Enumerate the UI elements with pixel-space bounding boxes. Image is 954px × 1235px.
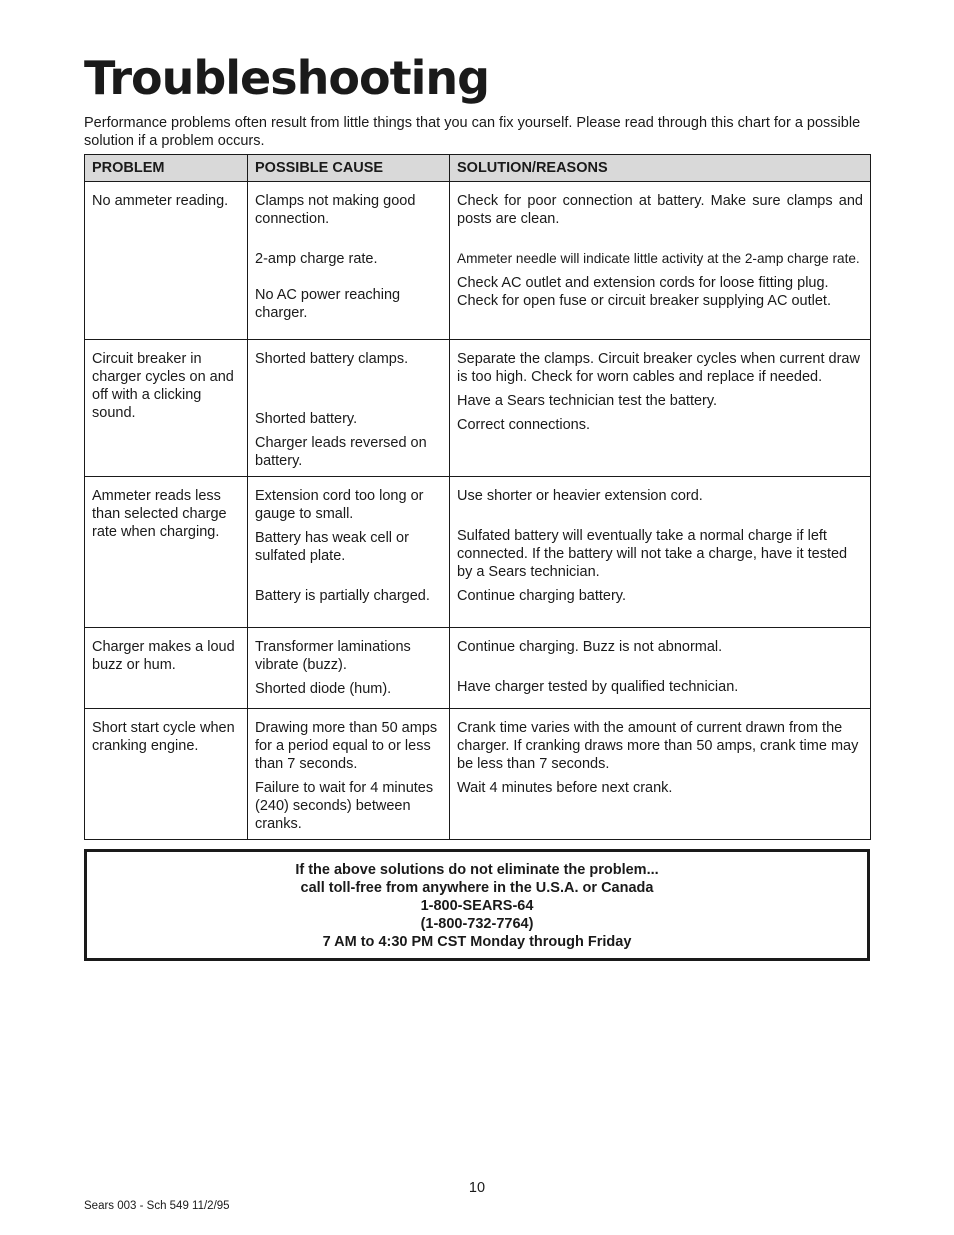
- cause-cell: [248, 477, 450, 628]
- table-row: [85, 709, 871, 840]
- cause-text: Shorted battery clamps.: [255, 351, 409, 367]
- table-row: [85, 477, 871, 628]
- solution-cell: [450, 628, 871, 709]
- solution-text: Check AC outlet and extension cords for loose fitting plug. Check for open fuse or circuit breaker supplying AC outlet.: [457, 275, 831, 309]
- cause-text: Battery has weak cell or sulfated plate.: [255, 530, 409, 564]
- solution-cell: [450, 477, 871, 628]
- solution-text: Correct connections.: [457, 417, 590, 433]
- problem-cell: [85, 628, 248, 709]
- service-hours: 7 AM to 4:30 PM CST Monday through Friday: [322, 934, 632, 950]
- solution-cell: [450, 709, 871, 840]
- cause-text: 2-amp charge rate.: [255, 251, 378, 267]
- cause-text: No AC power reaching charger.: [255, 287, 401, 321]
- solution-text: Separate the clamps. Circuit breaker cycles when current draw is too high. Check for worn cables and replace if needed.: [457, 351, 860, 385]
- problem-cell: [85, 182, 248, 340]
- solution-text: Continue charging battery.: [457, 588, 627, 604]
- table-header-row: [85, 155, 871, 182]
- cause-text: Transformer laminations vibrate (buzz).: [255, 639, 411, 673]
- cause-text: Charger leads reversed on battery.: [255, 435, 427, 469]
- solution-text: Ammeter needle will indicate little activity at the 2-amp charge rate.: [457, 251, 860, 266]
- header-problem: PROBLEM: [85, 155, 248, 182]
- solution-text: Continue charging. Buzz is not abnormal.: [457, 639, 723, 655]
- page-title: Troubleshooting: [84, 51, 490, 105]
- table-row: [85, 628, 871, 709]
- solution-text: Have a Sears technician test the battery.: [457, 393, 718, 409]
- solution-text: Sulfated battery will eventually take a normal charge if left connected. If the battery will not take a charge, have it tested by a Sears technician.: [457, 528, 848, 580]
- cause-text: Battery is partially charged.: [255, 588, 430, 604]
- header-possible-cause: POSSIBLE CAUSE: [248, 155, 450, 182]
- cause-cell: [248, 628, 450, 709]
- problem-text: No ammeter reading.: [92, 193, 229, 209]
- table-row: [85, 340, 871, 477]
- solution-cell: [450, 182, 871, 340]
- page-number: 10: [468, 1180, 486, 1196]
- contact-callout-box: [84, 849, 870, 961]
- cause-text: Clamps not making good connection.: [255, 193, 416, 227]
- solution-text: Crank time varies with the amount of current drawn from the charger. If cranking draws more than 50 amps, crank time may be less than 7 seconds.: [457, 720, 859, 772]
- problem-cell: [85, 340, 248, 477]
- solution-text: Wait 4 minutes before next crank.: [457, 780, 673, 796]
- cause-text: Failure to wait for 4 minutes (240) seconds) between cranks.: [255, 780, 434, 832]
- callout-line: If the above solutions do not eliminate the problem...: [295, 862, 659, 878]
- troubleshooting-table: [84, 154, 871, 840]
- intro-paragraph: Performance problems often result from little things that you can fix yourself. Please read through this chart for a possible solution if a problem occurs.: [84, 115, 861, 149]
- cause-text: Drawing more than 50 amps for a period equal to or less than 7 seconds.: [255, 720, 438, 772]
- solution-text: Use shorter or heavier extension cord.: [457, 488, 703, 504]
- table-row: [85, 182, 871, 340]
- header-solution-reasons: SOLUTION/REASONS: [450, 155, 871, 182]
- cause-cell: [248, 709, 450, 840]
- callout-line: call toll-free from anywhere in the U.S.A. or Canada: [300, 880, 654, 896]
- problem-text: Ammeter reads less than selected charge rate when charging.: [92, 488, 227, 540]
- problem-text: Charger makes a loud buzz or hum.: [92, 639, 235, 673]
- phone-number-digits: (1-800-732-7764): [420, 916, 534, 932]
- cause-cell: [248, 182, 450, 340]
- cause-text: Shorted battery.: [255, 411, 358, 427]
- problem-cell: [85, 477, 248, 628]
- solution-text: Have charger tested by qualified technician.: [457, 679, 739, 695]
- footer-code: Sears 003 - Sch 549 11/2/95: [84, 1200, 230, 1212]
- phone-number-word: 1-800-SEARS-64: [420, 898, 534, 914]
- cause-cell: [248, 340, 450, 477]
- problem-cell: [85, 709, 248, 840]
- solution-cell: [450, 340, 871, 477]
- solution-text: Check for poor connection at battery. Make sure clamps and posts are clean.: [457, 193, 863, 227]
- problem-text: Short start cycle when cranking engine.: [92, 720, 235, 754]
- problem-text: Circuit breaker in charger cycles on and off with a clicking sound.: [92, 351, 234, 421]
- cause-text: Shorted diode (hum).: [255, 681, 392, 697]
- cause-text: Extension cord too long or gauge to small.: [255, 488, 424, 522]
